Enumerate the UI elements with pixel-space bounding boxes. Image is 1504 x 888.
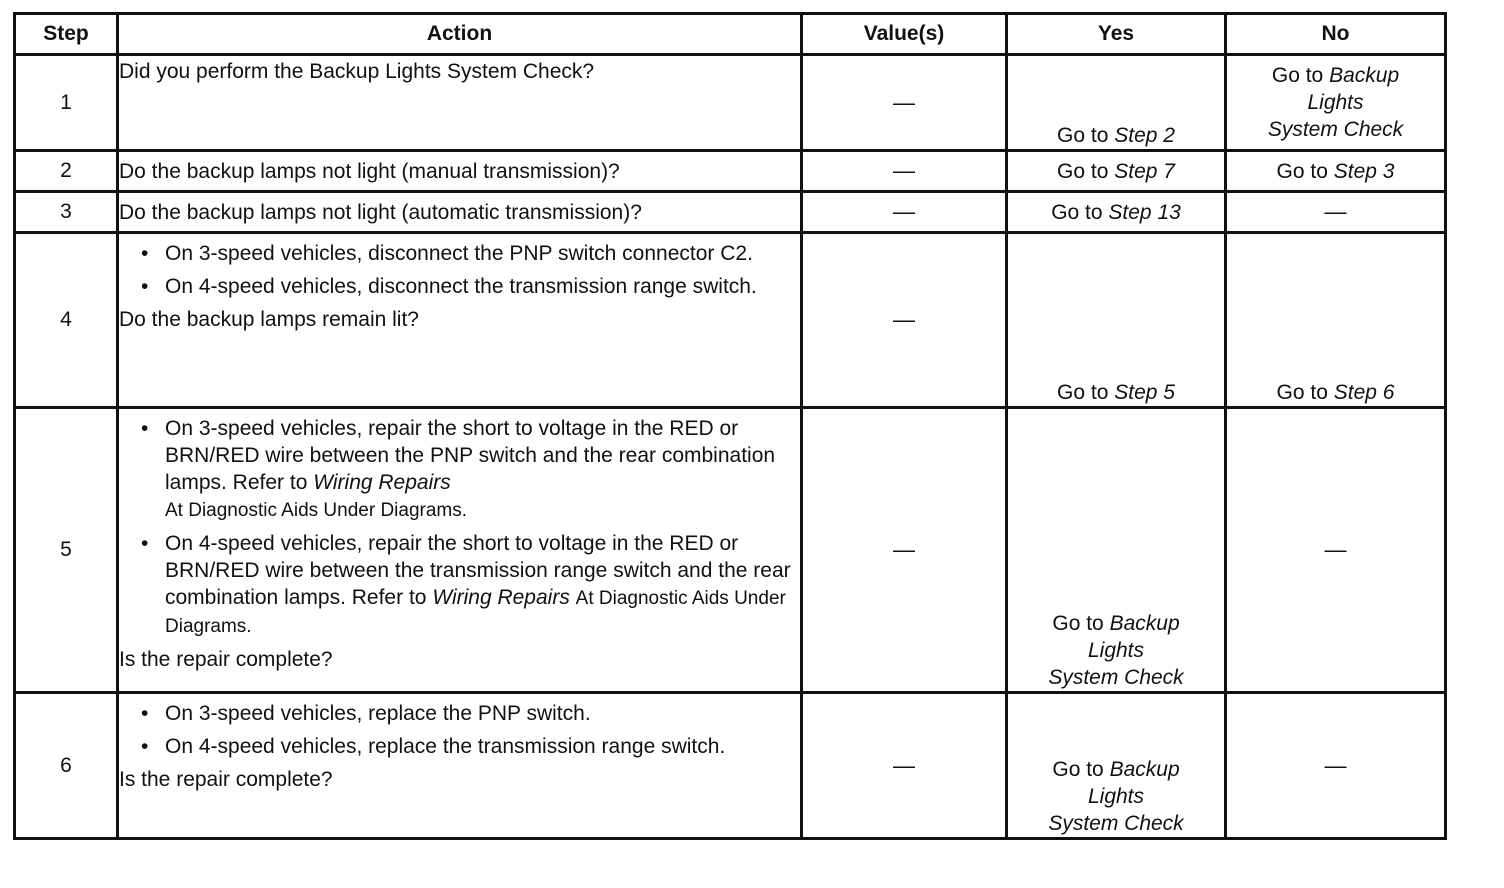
- step-number: 4: [15, 233, 118, 408]
- step-link[interactable]: Step 2: [1114, 124, 1175, 147]
- goto-prefix: Go to: [1052, 758, 1104, 781]
- table-row: [15, 233, 1446, 408]
- question-text: Did you perform the Backup Lights System Check?: [119, 60, 595, 83]
- goto-prefix: Go to: [1271, 64, 1324, 87]
- backup-check-link-part[interactable]: Backup: [1109, 612, 1180, 635]
- question-text: Do the backup lamps not light (manual transmission)?: [119, 159, 620, 183]
- yes-cell: [1007, 55, 1226, 151]
- action-cell: [118, 408, 802, 693]
- backup-check-link-part[interactable]: System Check: [1048, 666, 1184, 689]
- step-link[interactable]: Step 7: [1114, 159, 1175, 183]
- table-row: [15, 151, 1446, 192]
- bullet-text: On 4-speed vehicles, repair the short to voltage in the RED or BRN/RED wire between the transmission range switch and the rear combination lamps. Refer to: [165, 532, 791, 609]
- value-cell: —: [802, 693, 1007, 839]
- header-action: Action: [118, 14, 802, 55]
- header-no: No: [1226, 14, 1446, 55]
- action-cell: [118, 151, 802, 192]
- value-cell: —: [802, 233, 1007, 408]
- reference-tail: At Diagnostic Aids Under Diagrams.: [165, 500, 468, 521]
- yes-cell: [1007, 693, 1226, 839]
- backup-check-link-part[interactable]: Lights: [1087, 785, 1145, 808]
- backup-check-link-part[interactable]: Backup: [1109, 758, 1180, 781]
- action-cell: [118, 55, 802, 151]
- action-cell: [118, 693, 802, 839]
- yes-cell: [1007, 192, 1226, 233]
- step-number: 6: [15, 693, 118, 839]
- list-item: [119, 415, 800, 524]
- backup-check-link-part[interactable]: Lights: [1087, 639, 1145, 662]
- no-cell: —: [1226, 408, 1446, 693]
- no-cell: [1226, 55, 1446, 151]
- header-row: [15, 14, 1446, 55]
- value-cell: —: [802, 55, 1007, 151]
- yes-cell: [1007, 151, 1226, 192]
- goto-prefix: Go to: [1057, 381, 1109, 404]
- no-cell: —: [1226, 693, 1446, 839]
- goto-prefix: Go to: [1276, 381, 1328, 404]
- list-item: • On 3-speed vehicles, disconnect the PNP switch connector C2.: [119, 240, 800, 267]
- no-cell: [1226, 233, 1446, 408]
- header-yes: Yes: [1007, 14, 1226, 55]
- backup-check-link-part[interactable]: System Check: [1048, 812, 1184, 835]
- action-cell: [118, 192, 802, 233]
- step-link[interactable]: Step 6: [1333, 381, 1395, 404]
- value-cell: —: [802, 408, 1007, 693]
- step-number: 2: [15, 151, 118, 192]
- table-row: [15, 55, 1446, 151]
- question-text: Do the backup lamps remain lit?: [119, 308, 419, 331]
- goto-prefix: Go to: [1051, 200, 1103, 224]
- backup-check-link-part[interactable]: Lights: [1307, 91, 1364, 114]
- no-cell: [1226, 151, 1446, 192]
- wiring-repairs-link[interactable]: Wiring Repairs: [432, 586, 570, 609]
- goto-prefix: Go to: [1276, 159, 1328, 183]
- yes-cell: [1007, 233, 1226, 408]
- list-item: [119, 530, 800, 640]
- bullet-list: [119, 240, 800, 300]
- goto-prefix: Go to: [1057, 159, 1109, 183]
- yes-cell: [1007, 408, 1226, 693]
- step-number: 5: [15, 408, 118, 693]
- value-cell: —: [802, 151, 1007, 192]
- bullet-list: [119, 415, 800, 640]
- backup-check-link-part[interactable]: Backup: [1329, 64, 1400, 87]
- bullet-list: [119, 700, 800, 760]
- step-number: 3: [15, 192, 118, 233]
- table-row: [15, 693, 1446, 839]
- bullet-text: On 3-speed vehicles, repair the short to voltage in the RED or BRN/RED wire between the PNP switch and the rear combination lamps. Refer to: [165, 417, 776, 494]
- header-values: Value(s): [802, 14, 1007, 55]
- table-row: [15, 192, 1446, 233]
- list-item: • On 4-speed vehicles, replace the transmission range switch.: [119, 733, 800, 760]
- question-text: Do the backup lamps not light (automatic transmission)?: [119, 200, 642, 224]
- question-text: Is the repair complete?: [119, 768, 333, 791]
- question-text: Is the repair complete?: [119, 648, 333, 671]
- step-number: 1: [15, 55, 118, 151]
- list-item: • On 4-speed vehicles, disconnect the transmission range switch.: [119, 273, 800, 300]
- step-link[interactable]: Step 3: [1333, 159, 1395, 183]
- diagnostic-table: [13, 12, 1447, 840]
- header-step: Step: [15, 14, 118, 55]
- reference-tail: At Diagnostic Aids Under Diagrams.: [165, 588, 786, 637]
- backup-check-link-part[interactable]: System Check: [1267, 118, 1404, 141]
- step-link[interactable]: Step 13: [1108, 200, 1181, 224]
- goto-prefix: Go to: [1052, 612, 1104, 635]
- goto-prefix: Go to: [1057, 124, 1109, 147]
- table-row: [15, 408, 1446, 693]
- action-cell: [118, 233, 802, 408]
- no-cell: —: [1226, 192, 1446, 233]
- value-cell: —: [802, 192, 1007, 233]
- step-link[interactable]: Step 5: [1114, 381, 1175, 404]
- wiring-repairs-link[interactable]: Wiring Repairs: [313, 471, 451, 494]
- list-item: • On 3-speed vehicles, replace the PNP switch.: [119, 700, 800, 727]
